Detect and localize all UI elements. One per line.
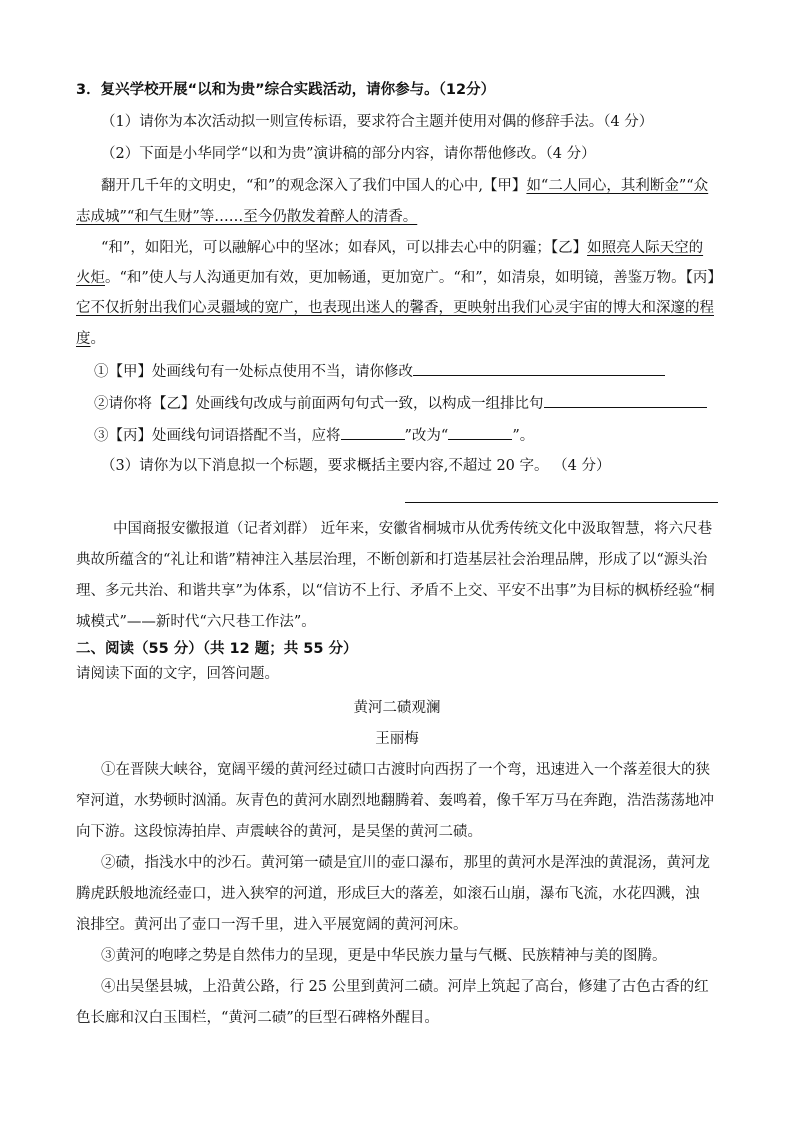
article-para-2-line-3: 浪排空。黄河出了壶口一泻千里，进入平展宽阔的黄河河床。 xyxy=(76,917,468,933)
task-3 xyxy=(94,425,534,446)
speech-paragraph-2-line-1 xyxy=(101,238,703,258)
section-2-instruction: 请阅读下面的文字，回答问题。 xyxy=(76,666,279,682)
speech-text: 。 xyxy=(90,331,105,347)
title-answer-line[interactable] xyxy=(405,502,718,503)
task-3-text: ”。 xyxy=(512,428,535,444)
article-para-1-line-3: 向下游。这段惊涛拍岸、声震峡谷的黄河，是吴堡的黄河二碛。 xyxy=(76,824,482,840)
article-para-4-line-1: ④出吴堡县城，上沿黄公路，行 25 公里到黄河二碛。河岸上筑起了高台，修建了古色古香的红 xyxy=(101,979,709,995)
answer-blank-2[interactable] xyxy=(544,393,707,408)
underlined-sentence-jia-cont: 志成城”“和气生财”等……至今仍散发着醉人的清香。 xyxy=(76,209,418,225)
article-title: 黄河二碛观澜 xyxy=(353,700,441,716)
underlined-sentence-bing: 它不仅折射出我们心灵疆域的宽广，也表现出迷人的馨香，更映射出我们心灵宇宙的博大和深邃的程 xyxy=(76,300,714,316)
task-2 xyxy=(94,393,707,414)
speech-paragraph-1-line-2 xyxy=(76,207,417,227)
task-3-text: ③【丙】处画线句词语搭配不当，应将 xyxy=(94,428,341,444)
task-3-text: ”改为“ xyxy=(404,428,449,444)
speech-text: “和”，如阳光，可以融解心中的坚冰；如春风，可以排去心中的阴霾；【乙】 xyxy=(101,240,588,256)
answer-blank-1[interactable] xyxy=(413,361,665,376)
news-line-1: 中国商报安徽报道（记者刘群） 近年来，安徽省桐城市从优秀传统文化中汲取智慧，将六尺巷 xyxy=(113,521,713,537)
article-para-1-line-2: 窄河道，水势顿时汹涌。灰青色的黄河水剧烈地翻腾着、轰鸣着，像千军万马在奔跑，浩浩荡荡地冲 xyxy=(76,793,714,809)
article-para-4-line-2: 色长廊和汉白玉围栏，“黄河二碛”的巨型石碑格外醒目。 xyxy=(76,1010,439,1026)
speech-paragraph-2-line-4 xyxy=(76,329,105,349)
article-para-2-line-2: 腾虎跃般地流经壶口，进入狭窄的河道，形成巨大的落差，如滚石山崩，瀑布飞流，水花四溅，浊 xyxy=(76,886,700,902)
article-author: 王丽梅 xyxy=(375,731,419,747)
news-line-4: 城模式”——新时代“六尺巷工作法”。 xyxy=(76,614,316,630)
question-3-stem: 3．复兴学校开展“以和为贵”综合实践活动，请你参与。（12分） xyxy=(76,82,496,98)
task-2-text: ②请你将【乙】处画线句改成与前面两句句式一致，以构成一组排比句 xyxy=(94,396,544,412)
article-para-1-line-1: ①在晋陕大峡谷，宽阔平缓的黄河经过碛口古渡时向西拐了一个弯，迅速进入一个落差很大的狭 xyxy=(101,762,710,778)
underlined-sentence-yi-cont: 火炬 xyxy=(76,270,105,286)
article-para-3-line-1: ③黄河的咆哮之势是自然伟力的呈现，更是中华民族力量与气概、民族精神与美的图腾。 xyxy=(101,948,667,964)
speech-text: 。“和”使人与人沟通更加有效，更加畅通，更加宽广。“和”，如清泉，如明镜，善鉴万物。【丙】 xyxy=(105,270,722,286)
speech-paragraph-2-line-3 xyxy=(76,298,714,318)
answer-blank-3b[interactable] xyxy=(448,425,512,440)
question-3-sub1: （1）请你为本次活动拟一则宣传标语，要求符合主题并使用对偶的修辞手法。（4 分） xyxy=(101,114,654,130)
news-line-2: 典故所蕴含的“礼让和谐”精神注入基层治理，不断创新和打造基层社会治理品牌，形成了以“源头治 xyxy=(76,552,708,568)
section-2-heading: 二、阅读（55 分）（共 12 题；共 55 分） xyxy=(76,641,358,657)
question-3-sub3: （3）请你为以下消息拟一个标题，要求概括主要内容,不超过 20 字。 （4 分） xyxy=(101,458,611,474)
question-3-sub2: （2）下面是小华同学“以和为贵”演讲稿的部分内容，请你帮他修改。（4 分） xyxy=(101,146,596,162)
answer-blank-3a[interactable] xyxy=(341,425,405,440)
speech-paragraph-2-line-2 xyxy=(76,268,722,288)
underlined-sentence-bing-cont: 度 xyxy=(76,331,91,347)
task-1-text: ①【甲】处画线句有一处标点使用不当，请你修改 xyxy=(94,364,413,380)
article-para-2-line-1: ②碛，指浅水中的沙石。黄河第一碛是宜川的壶口瀑布，那里的黄河水是浑浊的黄混汤，黄河龙 xyxy=(101,855,710,871)
speech-text: 翻开几千年的文明史，“和”的观念深入了我们中国人的心中,【甲】 xyxy=(101,178,527,194)
underlined-sentence-jia: 如“二人同心，其利断金”“众 xyxy=(526,178,709,194)
underlined-sentence-yi: 如照亮人际天空的 xyxy=(587,240,704,256)
task-1 xyxy=(94,361,665,382)
news-line-3: 理、多元共治、和谐共享”为体系，以“信访不上行、矛盾不上交、平安不出事”为目标的枫桥经验“桐 xyxy=(76,583,715,599)
speech-paragraph-1-line-1 xyxy=(101,176,708,196)
